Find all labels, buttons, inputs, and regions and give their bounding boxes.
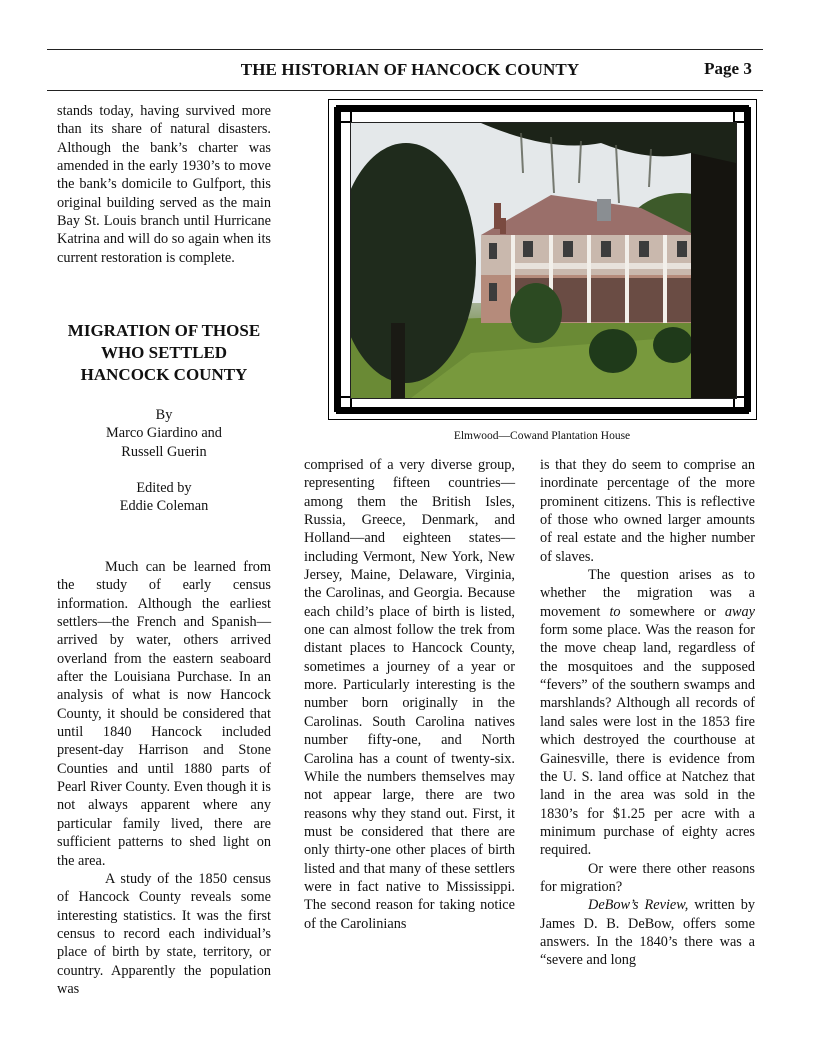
frame-bottom-bar	[336, 407, 749, 414]
text-run: The question arises as to whether the migration was a movement	[540, 567, 755, 620]
body-paragraph: Much can be learned from the study of early census information. Although the earliest settlers—the French and Spanish—arrived by water, others arrived overland from the eastern seaboard after the Louisiana Purchase. In an analysis of what is now Hancock County, it should be considered that until 1840 Hancock included present-day Harrison and Stone Counties and until 1880 parts of Pearl River County. Even though it is not always apparent where any particular family lived, there are sufficient patterns to shed light on the area.	[57, 559, 271, 869]
body-paragraph: Or were there other reasons for migration?	[540, 860, 755, 895]
emphasis-away: away	[724, 603, 755, 620]
frame-left-bar	[334, 107, 341, 412]
newsletter-masthead: THE HISTORIAN OF HANCOCK COUNTY	[240, 60, 580, 79]
column-1-article-body	[57, 558, 271, 998]
article-title-line-1: MIGRATION OF THOSE	[67, 321, 261, 340]
publication-title: DeBow’s Review,	[588, 897, 689, 914]
editor-name: Eddie Coleman	[119, 498, 209, 515]
photo-caption: Elmwood—Cowand Plantation House	[453, 430, 631, 442]
photo-frame	[328, 99, 757, 420]
column-3-article-body	[540, 456, 755, 970]
page-number: Page 3	[704, 59, 752, 78]
frame-top-bar	[336, 105, 749, 112]
body-paragraph-debow	[540, 896, 755, 969]
byline-by: By	[155, 407, 173, 423]
continuation-paragraph: stands today, having survived more than its share of natural disasters. Although the bank’s charter was amended in the early 1930’s to move the bank’s domicile to Gulfport, this original building served as the main Bay St. Louis branch until Hurricane Katrina and will do so again when its current restoration is complete.	[57, 103, 271, 266]
byline-author-1: Marco Giardino and	[106, 425, 222, 442]
body-paragraph: A study of the 1850 census of Hancock County reveals some interesting statistics. It was the first census to record each individual’s place of birth by state, territory, or country. Apparently the population was	[57, 870, 271, 997]
plantation-house-photo	[350, 122, 737, 399]
text-run: form some place. Was the reason for the move cheap land, regardless of the mosquitoes and the supposed “fevers” of the southern swamps and marshlands? Although all records of land sales were lost in the 1853 fire which destroyed the courthouse at Gainesville, there is evidence from the U. S. land office at Natchez that land in the area was sold in the 1830’s for $1.25 per acre with a minimum purchase of eighty acres required.	[540, 622, 755, 859]
article-title-line-3: HANCOCK COUNTY	[80, 365, 248, 384]
column-2-article-body	[304, 456, 515, 933]
text-run: written by James D. B. DeBow, offers some answers. In the 1840’s there was a “severe and long	[540, 897, 755, 969]
body-paragraph: is that they do seem to comprise an inordinate percentage of the more prominent citizens. This is reflective of those who owned larger amounts of real estate and the higher number of slaves.	[540, 457, 755, 565]
body-paragraph-migration-question	[540, 566, 755, 860]
frame-right-bar	[744, 107, 751, 412]
body-paragraph: comprised of a very diverse group, representing fifteen countries—among them the British Isles, Russia, Greece, Denmark, and Holland—and eighteen states— including Vermont, New York, New Jersey, Maine, Delaware, Virginia, the Carolinas, and Georgia. Because each child’s place of birth is listed, one can almost follow the trek from distant places to Hancock County, sometimes a journey of a year or more. Particularly interesting is the number born originally in the Carolinas. South Carolina natives number fifty-one, and North Carolina has a count of twenty-six. While the numbers themselves may not appear large, there are two reasons why they stand out. First, it must be considered that there are only thirty-one other places of birth listed and that many of these settlers were in fact native to Mississippi. The second reason for taking notice of the Carolinians	[304, 457, 515, 932]
header-top-rule	[47, 49, 763, 50]
column-1-continuation	[57, 102, 271, 267]
article-title-block	[57, 320, 271, 516]
article-title-line-2: WHO SETTLED	[100, 343, 228, 362]
byline-author-2: Russell Guerin	[121, 443, 207, 460]
header-bottom-rule	[47, 90, 763, 91]
emphasis-to: to	[609, 603, 621, 620]
text-run: somewhere or	[620, 603, 725, 620]
edited-by-label: Edited by	[136, 480, 192, 497]
plantation-house-illustration	[351, 123, 736, 398]
